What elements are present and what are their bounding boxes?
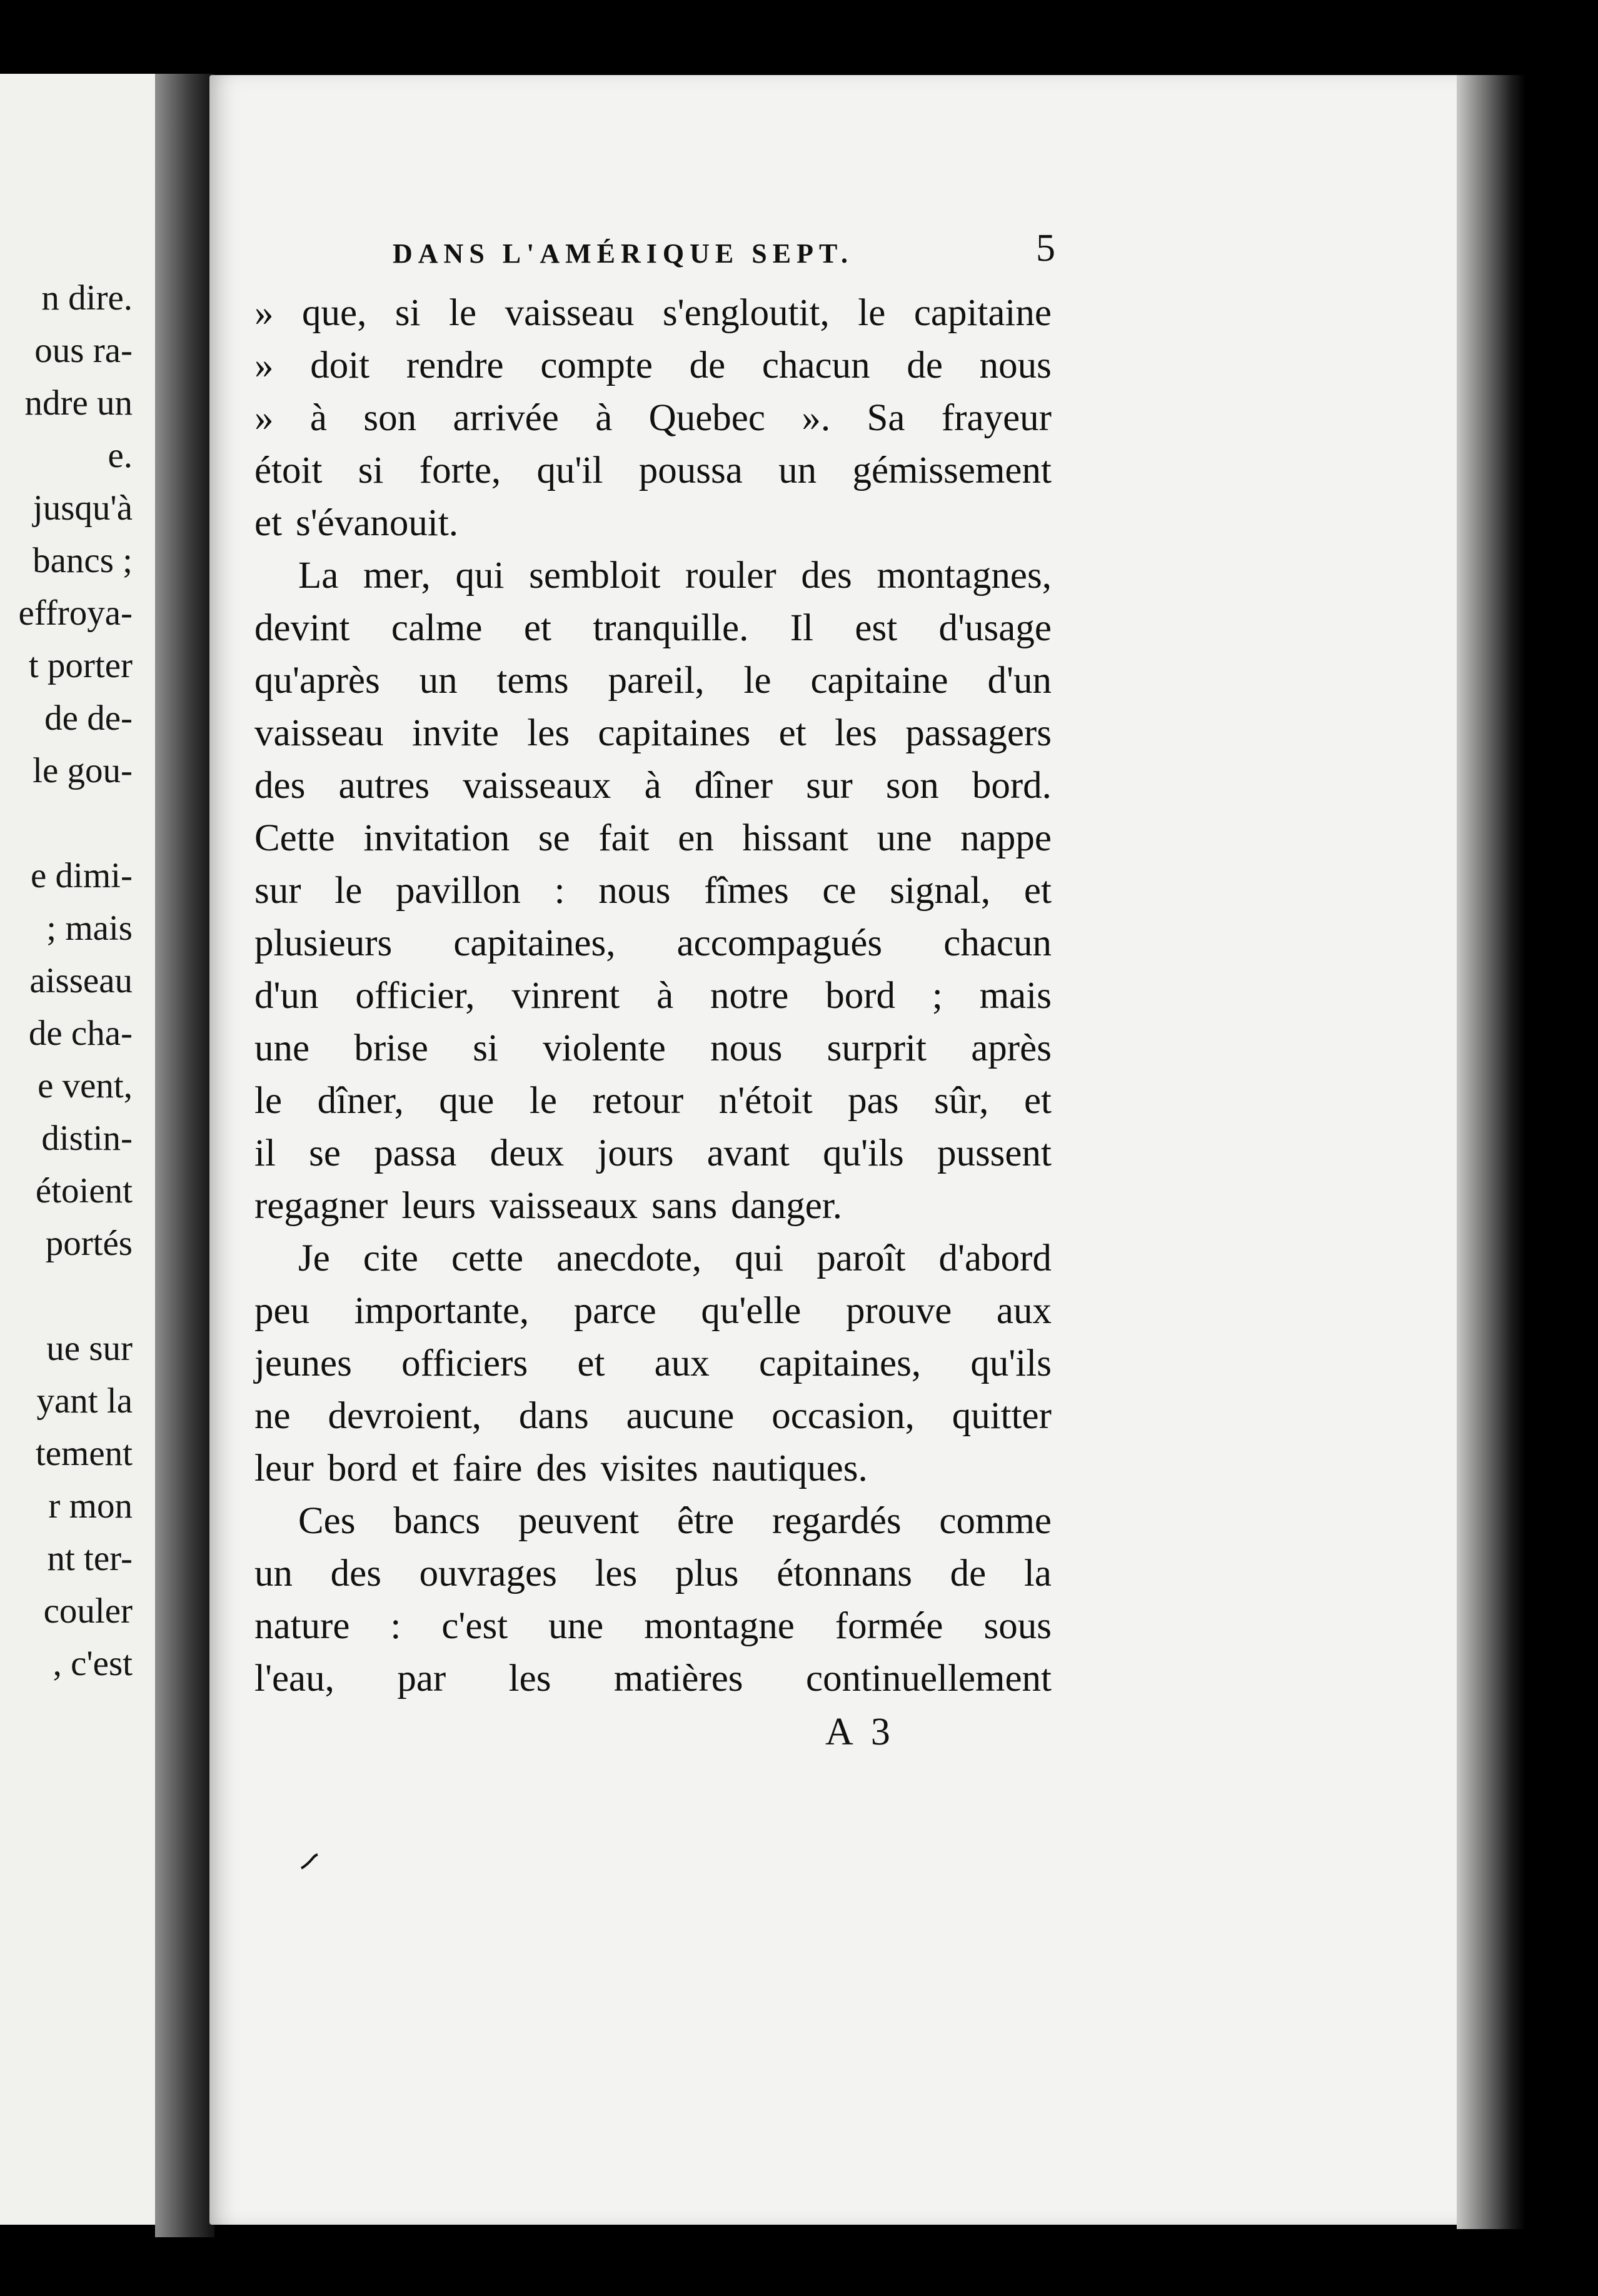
- text-line: étoit si forte, qu'il poussa un gémissement: [254, 450, 1052, 491]
- left-page-line: tement: [35, 1434, 133, 1473]
- left-page-line: n dire.: [41, 278, 133, 318]
- text-line: Ces bancs peuvent être regardés comme: [298, 1500, 1052, 1542]
- left-page-line: e.: [108, 436, 133, 475]
- left-page-line: couler: [43, 1591, 133, 1631]
- left-page-line: distin-: [41, 1119, 133, 1158]
- text-line: des autres vaisseaux à dîner sur son bord.: [254, 765, 1052, 807]
- text-line: nature : c'est une montagne formée sous: [254, 1605, 1052, 1647]
- page-edge-shadow: [1457, 75, 1525, 2229]
- text-line: La mer, qui sembloit rouler des montagnes,: [298, 555, 1052, 597]
- text-line: leur bord et faire des visites nautiques.: [254, 1448, 868, 1489]
- left-page-line: de cha-: [28, 1014, 133, 1053]
- page-number: 5: [1036, 227, 1055, 269]
- left-page-line: yant la: [36, 1381, 133, 1421]
- text-line: » à son arrivée à Quebec ». Sa frayeur: [254, 397, 1052, 439]
- text-line: l'eau, par les matières continuellement: [254, 1658, 1052, 1699]
- text-line: et s'évanouit.: [254, 502, 459, 544]
- left-page-line: étoient: [35, 1171, 133, 1211]
- left-page-line: ous ra-: [34, 331, 133, 370]
- left-page-line: ; mais: [46, 909, 133, 948]
- text-line: devint calme et tranquille. Il est d'usage: [254, 607, 1052, 649]
- left-page-line: ue sur: [46, 1329, 133, 1368]
- text-line: qu'après un tems pareil, le capitaine d'un: [254, 660, 1052, 702]
- page-header: [393, 227, 1055, 278]
- left-page-line: portés: [45, 1224, 133, 1263]
- text-line: le dîner, que le retour n'étoit pas sûr, et: [254, 1080, 1052, 1122]
- left-page-line: , c'est: [53, 1644, 133, 1683]
- left-page-line: de de-: [44, 698, 133, 738]
- running-title: DANS L'AMÉRIQUE SEPT.: [393, 238, 854, 269]
- text-line: un des ouvrages les plus étonnans de la: [254, 1553, 1052, 1594]
- text-line: » que, si le vaisseau s'engloutit, le capitaine: [254, 292, 1052, 334]
- left-page-line: jusqu'à: [33, 488, 133, 528]
- text-line: » doit rendre compte de chacun de nous: [254, 345, 1052, 386]
- text-line: vaisseau invite les capitaines et les passagers: [254, 712, 1052, 754]
- left-page-line: t porter: [28, 646, 133, 685]
- text-line: ne devroient, dans aucune occasion, quitter: [254, 1395, 1052, 1437]
- text-line: Je cite cette anecdote, qui paroît d'abord: [298, 1237, 1052, 1279]
- left-page-line: le gou-: [33, 751, 133, 790]
- left-page-line: r mon: [48, 1486, 133, 1526]
- book-gutter: [155, 74, 214, 2237]
- text-line: regagner leurs vaisseaux sans danger.: [254, 1185, 843, 1227]
- text-line: Cette invitation se fait en hissant une nappe: [254, 817, 1052, 859]
- ink-mark: [299, 1852, 321, 1871]
- signature-mark: A 3: [825, 1711, 895, 1753]
- text-line: sur le pavillon : nous fîmes ce signal, et: [254, 870, 1052, 912]
- text-line: peu importante, parce qu'elle prouve aux: [254, 1290, 1052, 1332]
- left-page-line: e vent,: [38, 1066, 133, 1105]
- text-line: d'un officier, vinrent à notre bord ; mais: [254, 975, 1052, 1017]
- left-page-line: aisseau: [29, 961, 133, 1000]
- text-line: plusieurs capitaines, accompagués chacun: [254, 922, 1052, 964]
- left-page-line: e dimi-: [30, 856, 133, 895]
- text-line: une brise si violente nous surprit après: [254, 1027, 1052, 1069]
- text-line: il se passa deux jours avant qu'ils pussent: [254, 1132, 1052, 1174]
- left-page-line: bancs ;: [33, 541, 133, 580]
- left-page-line: effroya-: [18, 593, 133, 633]
- left-page-line: ndre un: [24, 383, 133, 423]
- text-line: jeunes officiers et aux capitaines, qu'ils: [254, 1342, 1052, 1384]
- left-page-line: nt ter-: [47, 1539, 133, 1578]
